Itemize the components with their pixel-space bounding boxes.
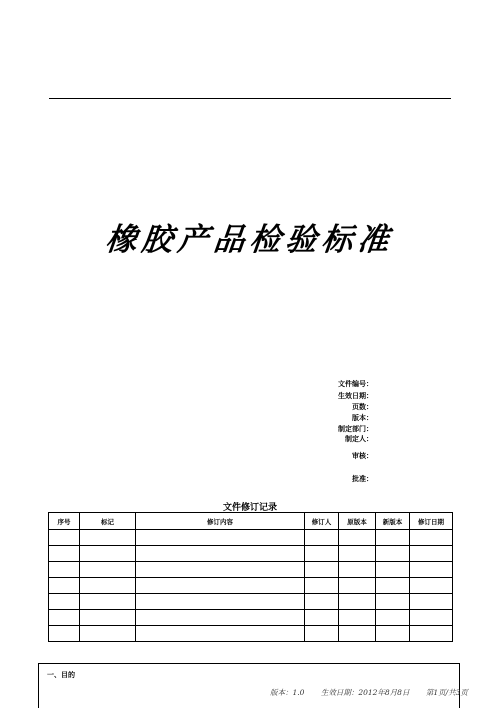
table-cell xyxy=(80,530,136,546)
top-rule xyxy=(49,98,451,99)
table-cell xyxy=(339,610,376,626)
table-cell xyxy=(339,626,376,642)
table-cell xyxy=(80,562,136,578)
table-cell xyxy=(136,610,305,626)
table-row xyxy=(49,626,453,642)
table-cell xyxy=(339,562,376,578)
table-cell xyxy=(305,610,339,626)
table-cell xyxy=(410,578,453,594)
table-cell xyxy=(136,546,305,562)
table-cell xyxy=(410,562,453,578)
table-cell xyxy=(410,546,453,562)
table-cell xyxy=(376,578,410,594)
col-header-new-version: 新版本 xyxy=(376,513,410,530)
meta-label: 版本： xyxy=(352,413,373,422)
table-cell xyxy=(80,626,136,642)
meta-label: 生效日期： xyxy=(338,391,373,400)
table-cell xyxy=(410,530,453,546)
table-row xyxy=(49,546,453,562)
table-cell xyxy=(49,626,80,642)
table-cell xyxy=(136,578,305,594)
table-cell xyxy=(80,610,136,626)
table-cell xyxy=(80,578,136,594)
revision-table xyxy=(48,512,453,642)
table-row xyxy=(49,562,453,578)
table-cell xyxy=(136,530,305,546)
table-row xyxy=(49,610,453,626)
meta-label: 文件编号： xyxy=(338,379,373,388)
meta-label: 制定部门： xyxy=(338,424,373,433)
table-cell xyxy=(136,626,305,642)
table-cell xyxy=(305,562,339,578)
meta-label: 页数： xyxy=(352,402,373,411)
page-footer xyxy=(270,687,482,698)
table-cell xyxy=(49,594,80,610)
footer-page: 第1页/共3页 xyxy=(425,688,468,697)
table-cell xyxy=(305,578,339,594)
table-cell xyxy=(49,610,80,626)
table-cell xyxy=(305,546,339,562)
table-cell xyxy=(49,578,80,594)
col-header-date: 修订日期 xyxy=(410,513,453,530)
meta-label: 批准： xyxy=(352,474,373,483)
table-cell xyxy=(49,562,80,578)
revision-table-header xyxy=(49,513,453,530)
table-row xyxy=(49,530,453,546)
table-row xyxy=(49,594,453,610)
revision-table-body xyxy=(49,530,453,642)
table-cell xyxy=(339,594,376,610)
table-cell xyxy=(410,626,453,642)
document-title: 橡胶产品检验标准 xyxy=(103,222,396,258)
col-header-index: 序号 xyxy=(49,513,80,530)
section-title: 一、目的 xyxy=(47,670,75,679)
meta-label: 审核： xyxy=(352,451,373,460)
table-cell xyxy=(80,594,136,610)
table-cell xyxy=(339,530,376,546)
table-cell xyxy=(376,594,410,610)
table-cell xyxy=(376,546,410,562)
table-cell xyxy=(49,530,80,546)
table-cell xyxy=(410,594,453,610)
table-cell xyxy=(80,546,136,562)
table-cell xyxy=(305,594,339,610)
col-header-reviser: 修订人 xyxy=(305,513,339,530)
table-cell xyxy=(376,562,410,578)
table-cell xyxy=(410,610,453,626)
meta-label: 制定人： xyxy=(345,434,373,443)
footer-effective-date: 生效日期：2012年8月8日 xyxy=(320,688,410,697)
col-header-content: 修订内容 xyxy=(136,513,305,530)
table-cell xyxy=(339,578,376,594)
col-header-mark: 标记 xyxy=(80,513,136,530)
table-cell xyxy=(305,626,339,642)
table-cell xyxy=(376,530,410,546)
table-cell xyxy=(305,530,339,546)
table-cell xyxy=(376,610,410,626)
section-purpose xyxy=(38,663,460,708)
table-cell xyxy=(339,546,376,562)
footer-version: 版本：1.0 xyxy=(270,688,305,697)
revision-record-title: 文件修订记录 xyxy=(222,503,277,513)
table-cell xyxy=(136,594,305,610)
table-cell xyxy=(136,562,305,578)
table-cell xyxy=(376,626,410,642)
table-row xyxy=(49,578,453,594)
table-cell xyxy=(49,546,80,562)
col-header-old-version: 原版本 xyxy=(339,513,376,530)
